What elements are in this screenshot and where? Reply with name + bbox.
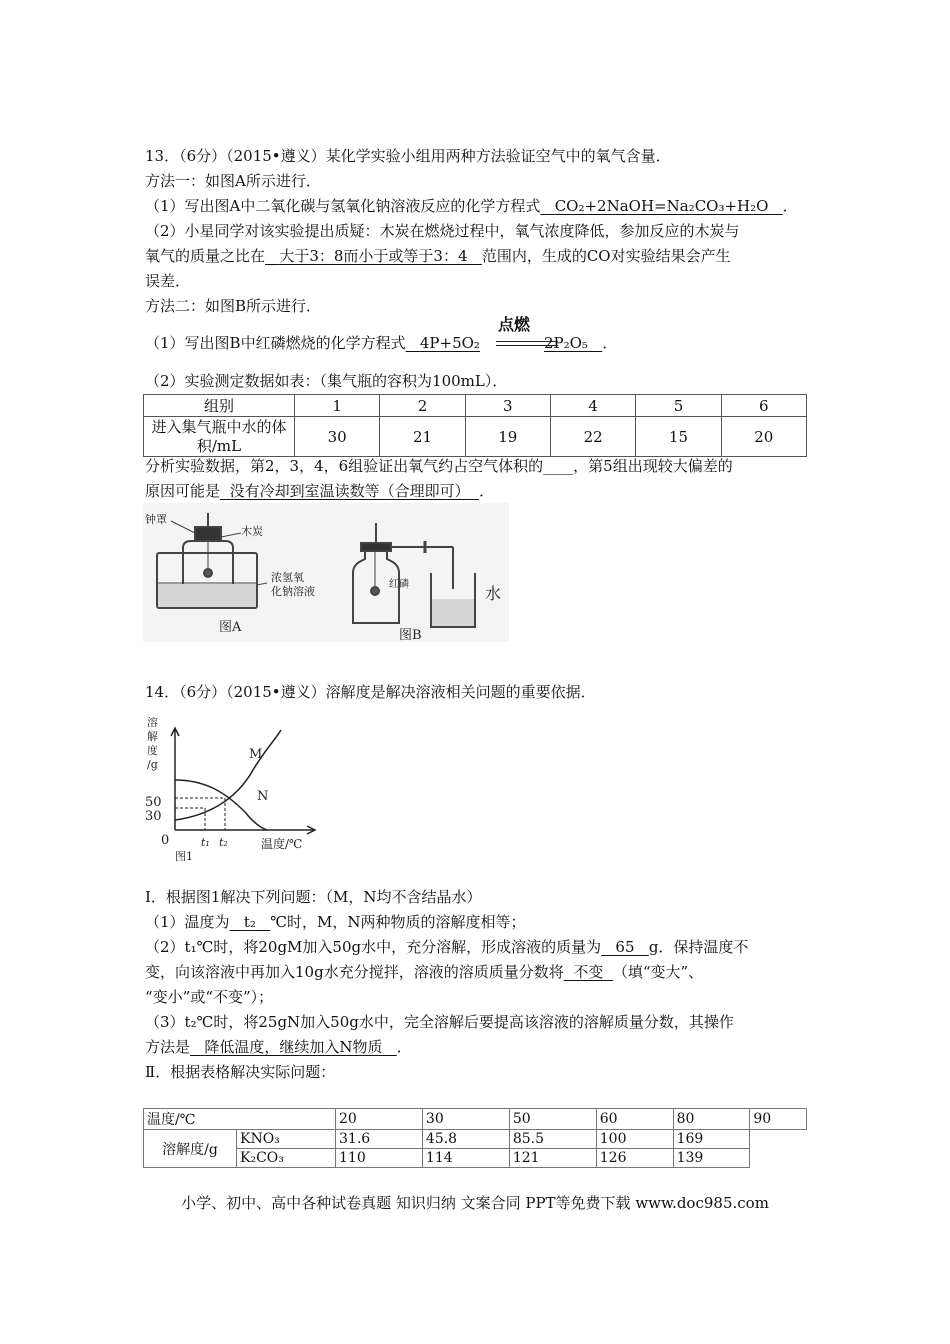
q13-part2-line3: 误差． xyxy=(145,272,191,290)
q13-method2-part2: （2）实验测定数据如表：（集气瓶的容积为100mL）． xyxy=(145,372,508,390)
table-k2co3-cell: 121 xyxy=(509,1149,596,1168)
table-temp-cell: 60 xyxy=(596,1109,673,1130)
solubility-graph xyxy=(145,712,335,862)
table-cell: 19 xyxy=(465,417,550,457)
table-header-label: 组别 xyxy=(144,395,295,417)
table-k2co3-label: K₂CO₃ xyxy=(237,1149,336,1168)
q14-i2-answer: 65 xyxy=(615,938,635,956)
graph-xlabel: 温度/℃ xyxy=(261,837,303,851)
graph-xtick-t2: t₂ xyxy=(219,836,228,849)
experiment-data-table xyxy=(143,394,807,457)
q14-header: 14．（6分）（2015•遵义）溶解度是解决溶液相关问题的重要依据． xyxy=(145,683,596,701)
graph-ylabel-2: 解 xyxy=(147,730,158,743)
q14-part1-title: Ⅰ．根据图1解决下列问题：（M，N均不含结晶水） xyxy=(145,888,482,906)
figB-label-water: 水 xyxy=(485,584,502,603)
q13-part2-answer: 大于3：8而小于或等于3：4 xyxy=(279,247,468,265)
reaction-condition: 点燃 xyxy=(498,315,531,334)
table-kno3-cell: 85.5 xyxy=(509,1130,596,1149)
q14-i2-answer2: 不变 xyxy=(573,963,604,981)
apparatus-drawing xyxy=(143,503,509,642)
q13-part2-line1: （2）小星同学对该实验提出质疑：木炭在燃烧过程中，氧气浓度降低，参加反应的木炭与 xyxy=(145,222,740,240)
q13-method2: 方法二：如图B所示进行． xyxy=(145,297,322,315)
table-cell: 20 xyxy=(721,417,806,457)
q13-header: 13．（6分）（2015•遵义）某化学实验小组用两种方法验证空气中的氧气含量． xyxy=(145,147,671,165)
graph-caption: 图1 xyxy=(175,850,193,862)
q13-analysis-answer: 没有冷却到室温读数等（合理即可） xyxy=(229,482,470,500)
table-temp-cell: 50 xyxy=(509,1109,596,1130)
table-cell: 22 xyxy=(550,417,635,457)
figA-caption: 图A xyxy=(219,620,242,635)
table-header-cell: 3 xyxy=(465,395,550,417)
solubility-table xyxy=(143,1108,807,1168)
q14-i3-line1: （3）t₂℃时，将25gN加入50g水中，完全溶解后要提高该溶液的溶解质量分数，其操作 xyxy=(145,1013,734,1031)
table-header-cell: 2 xyxy=(380,395,465,417)
q13-analysis-line2: 原因可能是 没有冷却到室温读数等（合理即可） ． xyxy=(145,482,495,500)
table-k2co3-cell: 114 xyxy=(422,1149,509,1168)
table-solubility-label: 溶解度/g xyxy=(144,1130,237,1168)
q14-i3-line2: 方法是 降低温度，继续加入N物质 ． xyxy=(145,1038,412,1056)
figB-label-phosphorus: 红磷 xyxy=(389,579,409,590)
graph-ylabel-4: /g xyxy=(147,758,158,771)
graph-origin: 0 xyxy=(161,833,170,848)
q13-equation-left: 4P+5O₂ xyxy=(419,334,480,352)
table-kno3-cell: 45.8 xyxy=(422,1130,509,1149)
solubility-curve-svg xyxy=(145,712,335,862)
graph-ytick-30: 30 xyxy=(145,809,162,824)
table-cell: 21 xyxy=(380,417,465,457)
q14-i1: （1）温度为 t₂ ℃时，M，N两种物质的溶解度相等； xyxy=(145,913,526,931)
table-kno3-cell: 31.6 xyxy=(336,1130,423,1149)
figA-label-bell: 钟罩 xyxy=(145,513,167,526)
table-header-cell: 6 xyxy=(721,395,806,417)
q13-method2-part1: （1）写出图B中红磷燃烧的化学方程式 4P+5O₂ 2P₂O₅ ． xyxy=(145,334,618,352)
q13-analysis-line1: 分析实验数据，第2，3，4，6组验证出氧气约占空气体积的____，第5组出现较大偏差的 xyxy=(145,457,733,475)
table-temp-cell: 20 xyxy=(336,1109,423,1130)
q14-i3-answer: 降低温度，继续加入N物质 xyxy=(204,1038,383,1056)
table-kno3-label: KNO₃ xyxy=(237,1130,336,1149)
q14-i2-line3: “变小”或“不变”）； xyxy=(145,988,274,1006)
table-header-cell: 5 xyxy=(636,395,721,417)
figA-label-solution1: 浓氢氧 xyxy=(271,571,304,584)
table-k2co3-cell: 126 xyxy=(596,1149,673,1168)
table-header-cell: 1 xyxy=(295,395,380,417)
q13-part2-line2: 氧气的质量之比在 大于3：8而小于或等于3：4 范围内，生成的CO对实验结果会产生 xyxy=(145,247,731,265)
q13-part1: （1）写出图A中二氧化碳与氢氧化钠溶液反应的化学方程式 CO₂+2NaOH=Na₂CO₃+H₂O ． xyxy=(145,197,798,215)
table-temp-label: 温度/℃ xyxy=(144,1109,336,1130)
table-kno3-cell: 100 xyxy=(596,1130,673,1149)
q13-part1-answer: CO₂+2NaOH=Na₂CO₃+H₂O xyxy=(554,197,769,215)
table-cell: 15 xyxy=(636,417,721,457)
q13-part1-text: （1）写出图A中二氧化碳与氢氧化钠溶液反应的化学方程式 xyxy=(145,197,541,215)
apparatus-figure xyxy=(143,503,509,642)
table-cell: 30 xyxy=(295,417,380,457)
graph-ytick-50: 50 xyxy=(145,795,162,810)
table-temp-cell: 80 xyxy=(673,1109,750,1130)
q14-i2-line1: （2）t₁℃时，将20gM加入50g水中，充分溶解，形成溶液的质量为 65 g．保持温度不 xyxy=(145,938,749,956)
figA-label-solution2: 化钠溶液 xyxy=(271,585,315,598)
graph-xtick-t1: t₁ xyxy=(201,836,210,849)
q13-equation-right: 2P₂O₅ xyxy=(543,334,588,352)
table-k2co3-cell: 110 xyxy=(336,1149,423,1168)
curve-m-label: M xyxy=(249,747,263,762)
q14-i2-line2: 变，向该溶液中再加入10g水充分搅拌，溶液的溶质质量分数将 不变 （填“变大”、 xyxy=(145,963,704,981)
figA-label-charcoal: 木炭 xyxy=(241,525,263,538)
graph-ylabel-3: 度 xyxy=(147,744,158,757)
table-temp-cell: 30 xyxy=(422,1109,509,1130)
table-k2co3-cell: 139 xyxy=(673,1149,750,1168)
page-footer: 小学、初中、高中各种试卷真题 知识归纳 文案合同 PPT等免费下载 www.doc985.com xyxy=(181,1194,769,1212)
q13-method1: 方法一：如图A所示进行． xyxy=(145,172,321,190)
table-row-label: 进入集气瓶中水的体 积/mL xyxy=(144,417,295,457)
q14-i1-answer: t₂ xyxy=(243,913,256,931)
figB-caption: 图B xyxy=(399,628,422,642)
table-kno3-cell: 169 xyxy=(673,1130,750,1149)
table-temp-cell: 90 xyxy=(750,1109,807,1130)
q14-part2-title: Ⅱ．根据表格解决实际问题： xyxy=(145,1063,336,1081)
curve-n-label: N xyxy=(257,789,269,804)
table-header-cell: 4 xyxy=(550,395,635,417)
graph-ylabel-1: 溶 xyxy=(147,716,158,729)
